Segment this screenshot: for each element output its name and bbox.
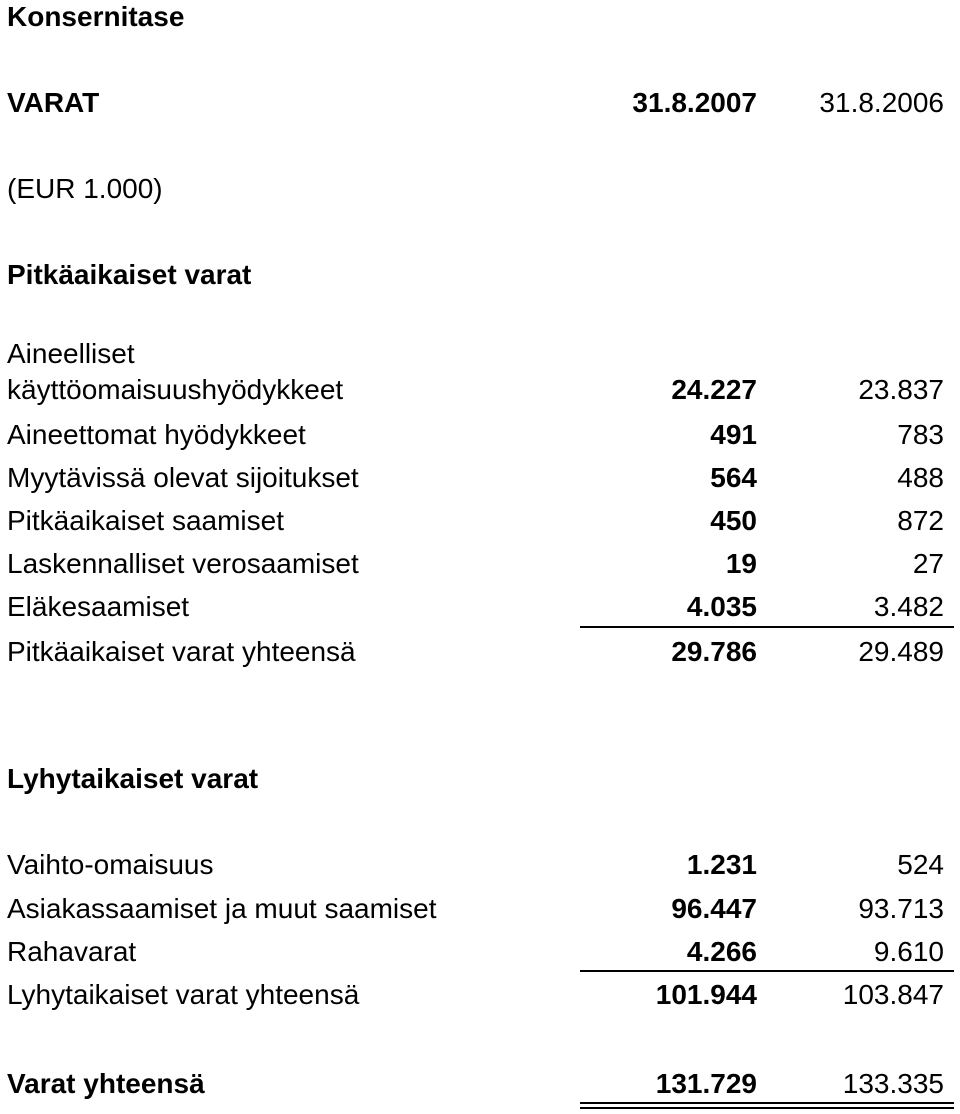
row-value-2006: 27 bbox=[912, 548, 944, 579]
total-value-2007: 101.944 bbox=[655, 979, 757, 1010]
row-label: Aineettomat hyödykkeet bbox=[7, 419, 306, 450]
row-label: Pitkäaikaiset saamiset bbox=[7, 505, 285, 536]
row-value-2007: 24.227 bbox=[671, 374, 757, 405]
grand-total-label: Varat yhteensä bbox=[7, 1068, 205, 1099]
unit-label: (EUR 1.000) bbox=[7, 173, 163, 204]
row-value-2007: 491 bbox=[710, 419, 757, 450]
row-value-2007: 4.266 bbox=[686, 936, 757, 967]
grand-total-value-2007: 131.729 bbox=[655, 1068, 757, 1099]
row-value-2007: 4.035 bbox=[686, 591, 757, 622]
row-value-2006: 488 bbox=[897, 462, 944, 493]
subtotal-rule bbox=[580, 626, 954, 628]
header-col-2007: 31.8.2007 bbox=[632, 87, 757, 118]
row-value-2007: 450 bbox=[710, 505, 757, 536]
total-label: Pitkäaikaiset varat yhteensä bbox=[7, 636, 356, 667]
section-heading-short-term: Lyhytaikaiset varat bbox=[7, 763, 259, 794]
row-value-2006: 9.610 bbox=[873, 936, 944, 967]
subtotal-rule bbox=[580, 970, 954, 972]
row-value-2006: 93.713 bbox=[858, 893, 944, 924]
row-label: Myytävissä olevat sijoitukset bbox=[7, 462, 359, 493]
row-value-2007: 96.447 bbox=[671, 893, 757, 924]
row-label: Laskennalliset verosaamiset bbox=[7, 548, 359, 579]
total-label: Lyhytaikaiset varat yhteensä bbox=[7, 979, 360, 1010]
row-value-2007: 19 bbox=[725, 548, 757, 579]
row-label-continued: käyttöomaisuushyödykkeet bbox=[7, 374, 344, 405]
row-value-2006: 23.837 bbox=[858, 374, 944, 405]
section-heading-long-term: Pitkäaikaiset varat bbox=[7, 259, 252, 290]
total-value-2006: 103.847 bbox=[842, 979, 944, 1010]
row-value-2006: 524 bbox=[897, 849, 944, 880]
row-value-2006: 872 bbox=[897, 505, 944, 536]
page-title: Konsernitase bbox=[7, 1, 185, 32]
row-value-2007: 564 bbox=[710, 462, 757, 493]
double-rule-bottom bbox=[580, 1107, 954, 1109]
row-label: Eläkesaamiset bbox=[7, 591, 190, 622]
header-label: VARAT bbox=[7, 87, 100, 118]
grand-total-value-2006: 133.335 bbox=[842, 1068, 944, 1099]
row-value-2006: 3.482 bbox=[873, 591, 944, 622]
row-label: Rahavarat bbox=[7, 936, 137, 967]
row-label: Asiakassaamiset ja muut saamiset bbox=[7, 893, 437, 924]
row-value-2006: 783 bbox=[897, 419, 944, 450]
row-label: Aineelliset bbox=[7, 338, 135, 369]
row-value-2007: 1.231 bbox=[686, 849, 757, 880]
double-rule-top bbox=[580, 1102, 954, 1104]
row-label: Vaihto-omaisuus bbox=[7, 849, 214, 880]
total-value-2006: 29.489 bbox=[858, 636, 944, 667]
total-value-2007: 29.786 bbox=[671, 636, 757, 667]
header-col-2006: 31.8.2006 bbox=[819, 87, 944, 118]
